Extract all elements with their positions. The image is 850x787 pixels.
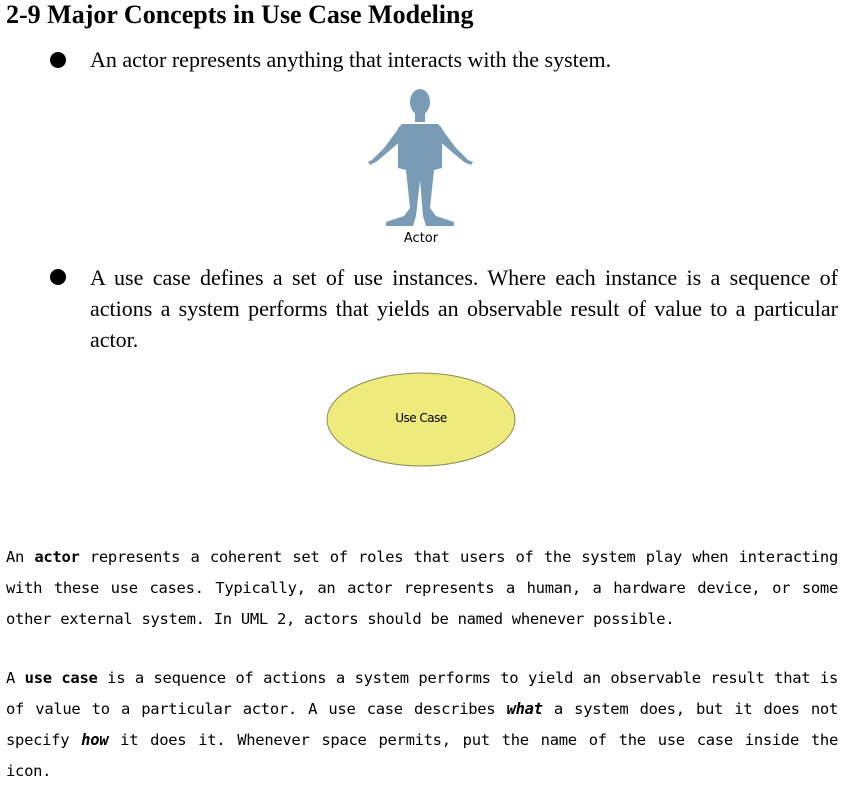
bullet-text-actor: An actor represents anything that interacts with the system. bbox=[90, 47, 612, 72]
actor-term: actor bbox=[34, 548, 80, 566]
usecase-paragraph-mid1: is a sequence of actions a system performs to yield an observable result that is of value to a particular actor. A use case describes bbox=[6, 669, 838, 718]
usecase-paragraph-prefix: A bbox=[6, 669, 25, 687]
actor-label: Actor bbox=[403, 231, 439, 246]
page-title: 2-9 Major Concepts in Use Case Modeling bbox=[6, 0, 474, 29]
actor-paragraph bbox=[6, 542, 838, 635]
actor-stick-figure-icon bbox=[366, 88, 476, 228]
emphasis-how: how bbox=[81, 731, 109, 749]
usecase-paragraph bbox=[6, 663, 838, 787]
usecase-paragraph-suffix: it does it. Whenever space permits, put the name of the use case inside the icon. bbox=[6, 731, 838, 780]
actor-body bbox=[368, 89, 473, 226]
use-case-label: Use Case bbox=[395, 411, 447, 425]
actor-paragraph-body: represents a coherent set of roles that users of the system play when interacting with these use cases. Typically, an actor represents a human, a hardware device, or some other external system. In UML 2, actors should be named whenever possible. bbox=[6, 548, 838, 628]
bullet-dot bbox=[50, 269, 66, 285]
usecase-paragraph-mid2: a system does, but it does not specify bbox=[6, 700, 838, 749]
actor-paragraph-prefix: An bbox=[6, 548, 35, 566]
usecase-term: use case bbox=[24, 669, 98, 687]
bullet-text-usecase: A use case defines a set of use instances. Where each instance is a sequence of actions a system performs that yields an observable result of value to a particular actor. bbox=[90, 265, 838, 352]
bullet-dot bbox=[50, 52, 66, 68]
emphasis-what: what bbox=[506, 700, 543, 718]
